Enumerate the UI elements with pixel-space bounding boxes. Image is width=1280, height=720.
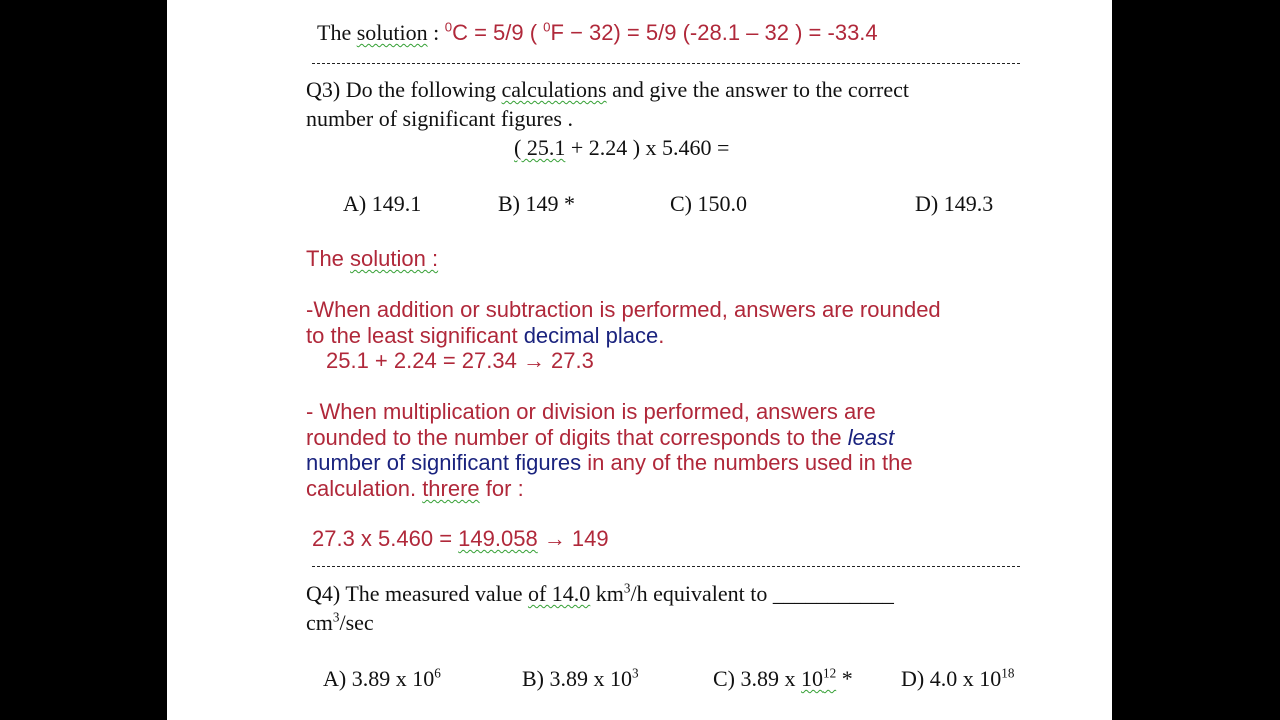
separator-line bbox=[312, 63, 1020, 64]
document-page bbox=[167, 0, 1112, 720]
q3-option-d[interactable]: D) 149.3 bbox=[915, 191, 994, 216]
rule2-line3: number of significant figures in any of the numbers used in the bbox=[306, 450, 913, 475]
q3-option-a[interactable]: A) 149.1 bbox=[343, 191, 422, 216]
rule1-line2: to the least significant decimal place. bbox=[306, 323, 665, 348]
separator-line bbox=[312, 566, 1020, 567]
q3-option-c[interactable]: C) 150.0 bbox=[670, 191, 747, 216]
q3-question-line1: Q3) Do the following calculations and give the answer to the correct bbox=[306, 77, 909, 102]
calc1: 25.1 + 2.24 = 27.34 → 27.3 bbox=[326, 348, 594, 373]
q3-option-b[interactable]: B) 149 * bbox=[498, 191, 575, 216]
q3-expression: ( 25.1 + 2.24 ) x 5.460 = bbox=[514, 135, 730, 160]
q4-question-line1: Q4) The measured value of 14.0 $km^3/h$ equivalent to ___________ bbox=[306, 580, 894, 606]
q4-option-b[interactable]: B) 3.89 x $10^3$ bbox=[522, 665, 639, 691]
calc2: 27.3 x 5.460 = 149.058 → 149 bbox=[312, 526, 609, 551]
rule2-line2: rounded to the number of digits that corresponds to the least bbox=[306, 425, 895, 450]
q4-option-c[interactable]: C) 3.89 x $10^{12}$ * bbox=[713, 665, 853, 691]
rule1-line1: -When addition or subtraction is performed, answers are rounded bbox=[306, 297, 941, 322]
q4-option-a[interactable]: A) 3.89 x $10^6$ bbox=[323, 665, 441, 691]
solution-title: The solution : bbox=[306, 246, 439, 271]
q3-question-line2: number of significant figures . bbox=[306, 106, 573, 131]
q4-question-line2: $cm^3/\sec$ bbox=[306, 609, 374, 635]
previous-solution-line: The solution : $^0$C = 5/9 ( $^0$F − 32) = 5/9 (-28.1 – 32 ) = -33.4 bbox=[317, 19, 878, 45]
q4-option-d[interactable]: D) 4.0 x $10^{18}$ bbox=[901, 665, 1015, 691]
rule2-line1: - When multiplication or division is performed, answers are bbox=[306, 399, 876, 424]
rule2-line4: calculation. threre for : bbox=[306, 476, 524, 501]
